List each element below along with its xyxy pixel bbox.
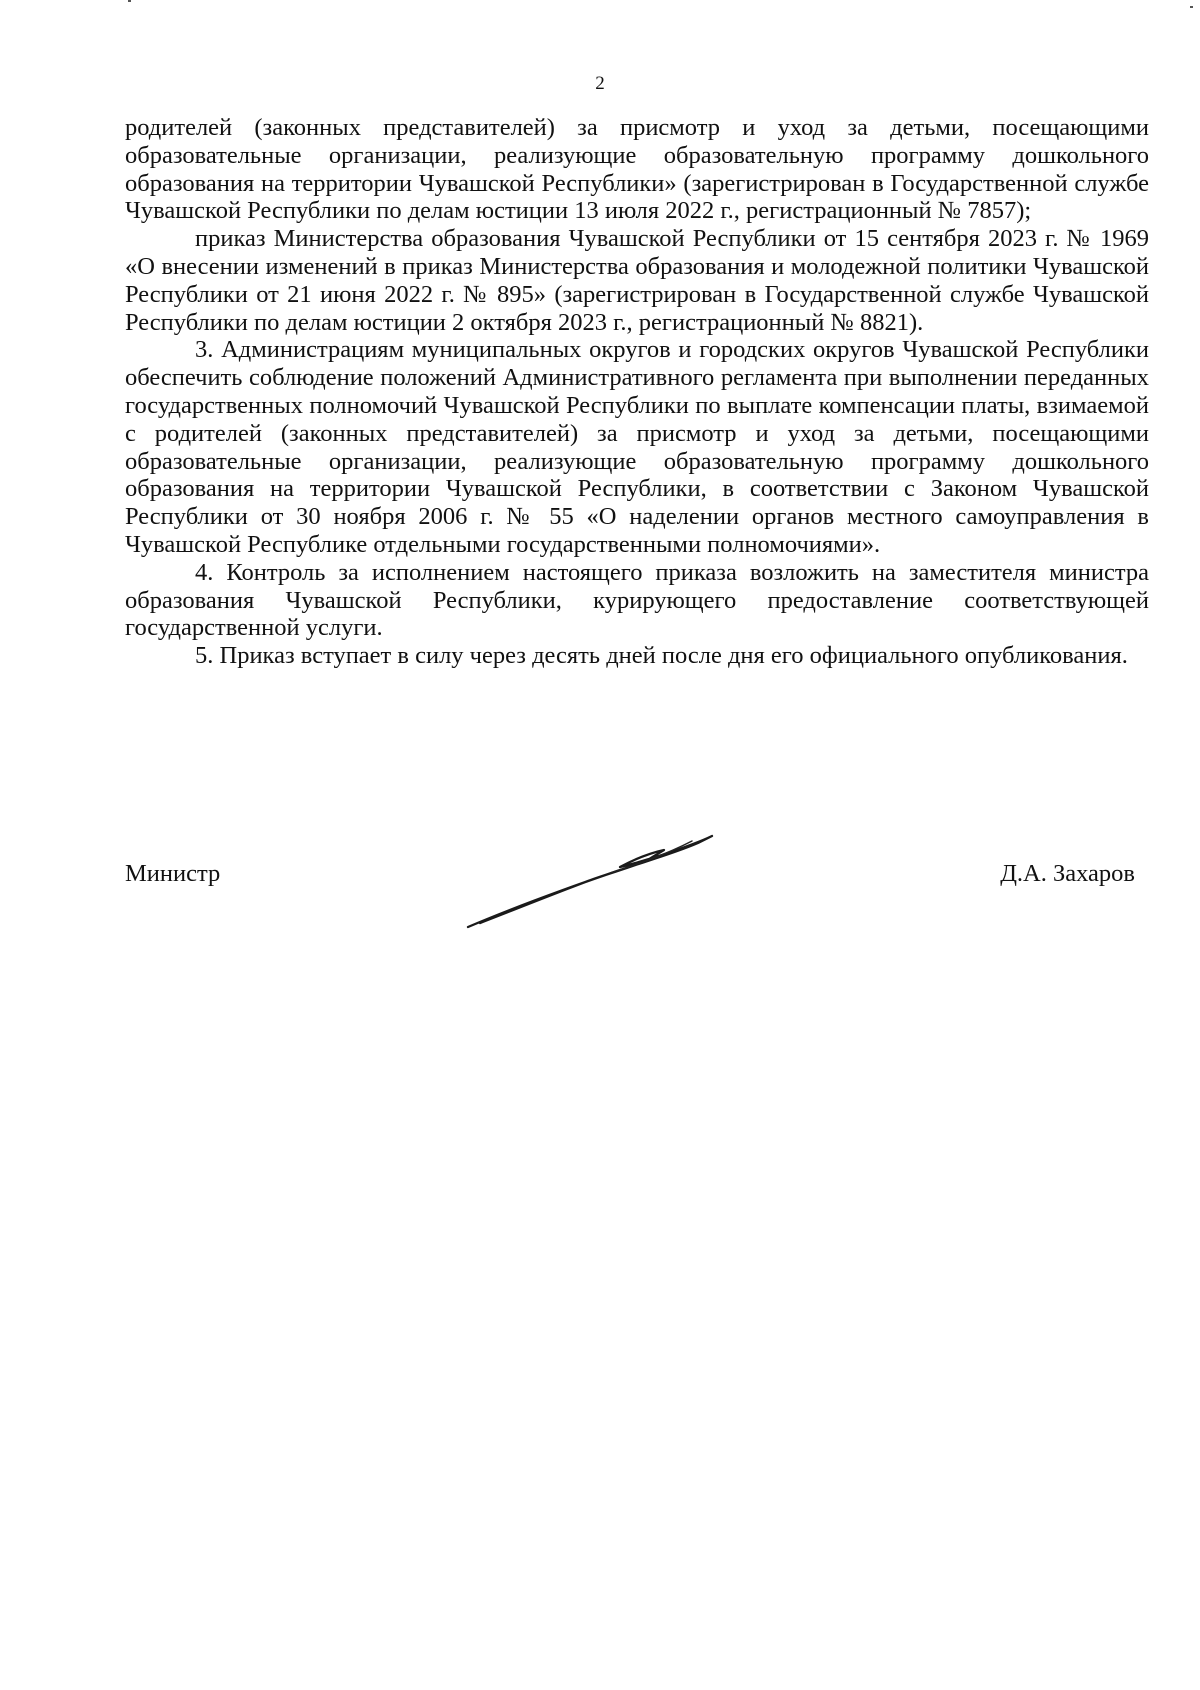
scan-speck	[128, 0, 131, 2]
scan-speck	[1190, 6, 1193, 8]
signatory-name: Д.А. Захаров	[1000, 860, 1135, 887]
paragraph-order-reference: приказ Министерства образования Чувашской Республики от 15 сентября 2023 г. № 1969 «О внесении изменений в приказ Министерства образования и молодежной политики Чувашской Республики от 21 июня 2022 г. № 895» (зарегистрирован в Государственной службе Чувашской Республики по делам юстиции 2 октября 2023 г., регистрационный № 8821).	[125, 225, 1149, 336]
paragraph-item-5: 5. Приказ вступает в силу через десять дней после дня его официального опубликования.	[195, 642, 1128, 670]
paragraph-item-3: 3. Администрациям муниципальных округов и городских округов Чувашской Республики обеспечить соблюдение положений Административного регламента при выполнении переданных государственных полномочий Чувашской Республики по выплате компенсации платы, взимаемой с родителей (законных представителей) за присмотр и уход за детьми, посещающими образовательные организации, реализующие образовательную программу дошкольного образования на территории Чувашской Республики, в соответствии с Законом Чувашской Республики от 30 ноября 2006 г. № 55 «О наделении органов местного самоуправления в Чувашской Республике отдельными государственными полномочиями».	[125, 336, 1149, 558]
signatory-title: Министр	[125, 860, 221, 887]
page-number: 2	[595, 73, 605, 94]
signature-block	[125, 860, 1135, 900]
paragraph-item-4: 4. Контроль за исполнением настоящего приказа возложить на заместителя министра образования Чувашской Республики, курирующего предоставление соответствующей государственной услуги.	[125, 558, 1149, 642]
document-body	[125, 114, 1149, 670]
paragraph-continuation: родителей (законных представителей) за присмотр и уход за детьми, посещающими образовательные организации, реализующие образовательную программу дошкольного образования на территории Чувашской Республики» (зарегистрирован в Государственной службе Чувашской Республики по делам юстиции 13 июля 2022 г., регистрационный № 7857);	[125, 114, 1149, 225]
